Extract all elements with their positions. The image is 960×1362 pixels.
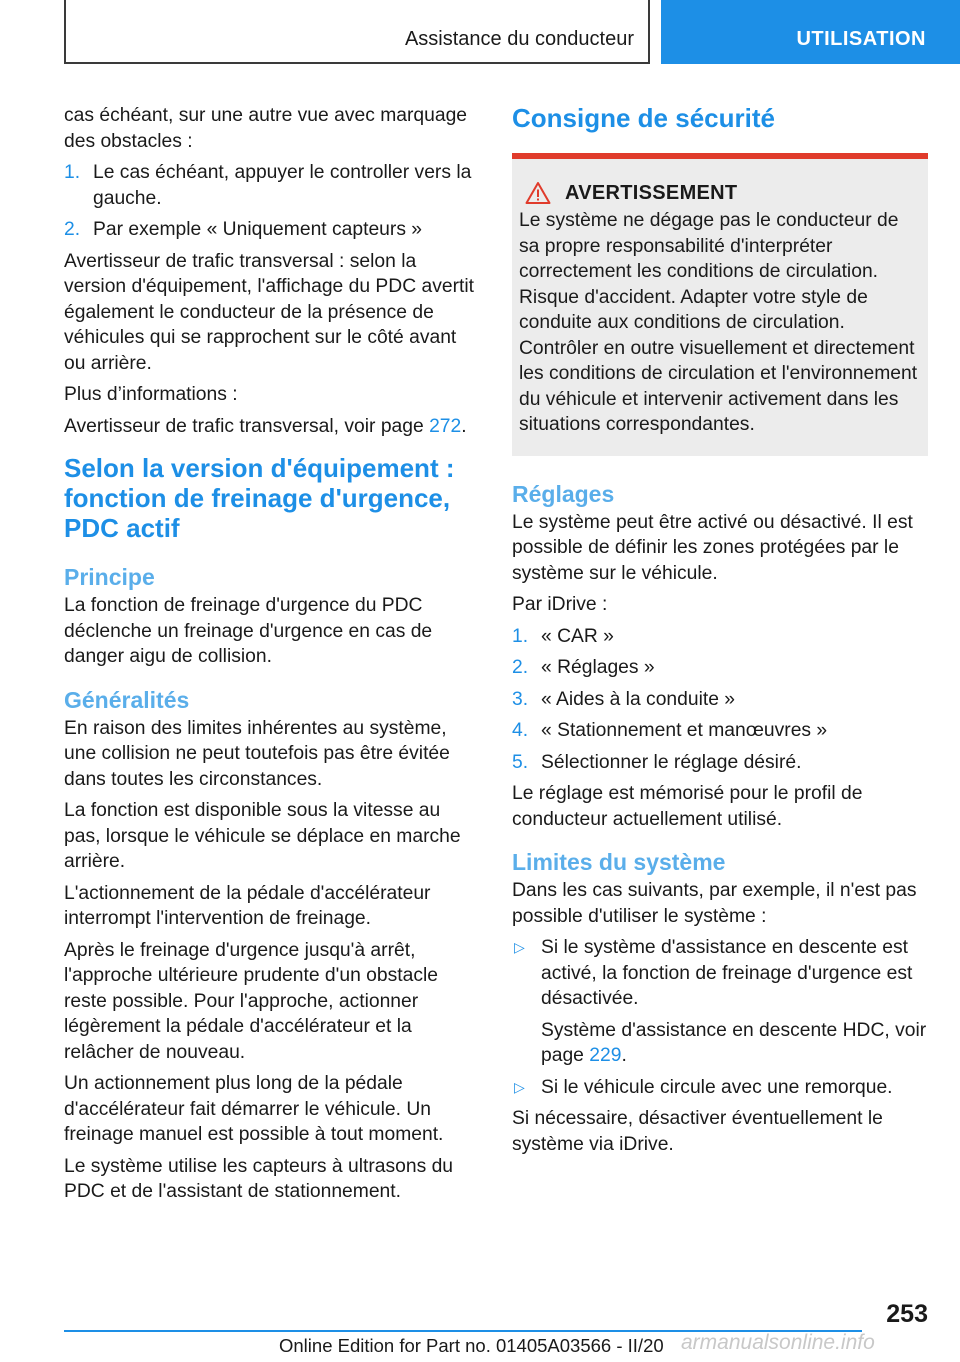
section-tab-label: UTILISATION xyxy=(796,28,926,50)
page-number: 253 xyxy=(886,1300,928,1328)
cross-reference xyxy=(64,414,480,440)
step-text: « Réglages » xyxy=(541,657,655,678)
warning-title: AVERTISSEMENT xyxy=(565,181,738,204)
bullet-triangle-icon: ▷ xyxy=(514,1078,525,1095)
chapter-title: Assistance du conducteur xyxy=(404,28,634,50)
settings-steps-list xyxy=(512,624,928,776)
limits-list-2 xyxy=(512,1075,928,1101)
limits-list xyxy=(512,935,928,1012)
list-item xyxy=(512,1075,928,1101)
watermark: armanualsonline.info xyxy=(681,1331,875,1354)
section-heading: Selon la version d'équipement : fonction de freinage d'urgence, PDC actif xyxy=(64,453,455,543)
general-paragraph: L'actionnement de la pédale d'accélérateur interrompt l'intervention de freinage. xyxy=(64,882,431,929)
bullet-text: Si le véhicule circule avec une remorque. xyxy=(541,1076,893,1098)
footer-edition: Online Edition for Part no. 01405A03566 - II/20 xyxy=(279,1335,664,1356)
step-text: « CAR » xyxy=(541,625,614,647)
step-text: « Aides à la conduite » xyxy=(541,688,736,710)
general-paragraph: Un actionnement plus long de la pédale d'accélérateur fait démarrer le véhicule. Un freinage manuel est possible à tout moment. xyxy=(64,1073,444,1145)
page-header xyxy=(0,0,960,66)
principle-paragraph: La fonction de freinage d'urgence du PDC déclenche un freinage d'urgence en cas de danger aigu de collision. xyxy=(64,595,433,667)
cross-traffic-paragraph: Avertisseur de trafic transversal : selon la version d'équipement, l'affichage du PDC avertit également le conducteur de la présence de véhicules qui se rapprochent sur le côté avant ou arrière. xyxy=(64,250,474,374)
step-text: Le cas échéant, appuyer le controller vers la gauche. xyxy=(93,162,472,209)
step-text: Par exemple « Uniquement capteurs » xyxy=(93,219,423,240)
general-paragraph: Le système utilise les capteurs à ultrasons du PDC et de l'assistant de stationnement. xyxy=(64,1155,454,1202)
list-item xyxy=(512,750,928,776)
list-item xyxy=(512,718,928,744)
limits-intro: Dans les cas suivants, par exemple, il n'est pas possible d'utiliser le système : xyxy=(512,880,917,927)
warning-text: Le système ne dégage pas le conducteur de sa propre responsabilité d'interpréter correctement les conditions de circulation. Risque d'accident. Adapter votre style de conduite aux conditions de circulation. Contrôler en outre visuellement et directement les conditions de circulation et l'environnement du véhicule et intervenir activement dans les situations correspondantes. xyxy=(519,210,918,435)
right-column xyxy=(512,103,928,1163)
settings-heading: Réglages xyxy=(512,480,615,507)
idrive-label: Par iDrive : xyxy=(512,594,608,615)
settings-paragraph: Le système peut être activé ou désactivé. Il est possible de définir les zones protégées par le système sur le véhicule. xyxy=(512,511,913,584)
intro-paragraph: cas échéant, sur une autre vue avec marquage des obstacles : xyxy=(64,105,468,152)
general-paragraph: En raison des limites inhérentes au système, une collision ne peut toutefois pas être évitée dans toutes les circonstances. xyxy=(64,717,450,790)
warning-triangle-icon xyxy=(525,181,551,205)
step-number: 1. xyxy=(512,625,529,647)
limits-outro: Si nécessaire, désactiver éventuellement le système via iDrive. xyxy=(512,1108,883,1155)
step-number: 4. xyxy=(512,720,529,741)
bullet-triangle-icon: ▷ xyxy=(514,939,525,955)
step-number: 2. xyxy=(64,219,81,240)
more-info-label: Plus d’informations : xyxy=(64,384,238,405)
general-paragraph: Après le freinage d'urgence jusqu'à arrêt, l'approche ultérieure prudente d'un obstacle reste possible. Pour l'approche, actionner légèrement la pédale d'accélérateur et la relâcher de nouveau. xyxy=(64,939,438,1063)
hdc-reference xyxy=(512,1018,928,1069)
header-section-tab[interactable] xyxy=(661,0,960,64)
reference-text: Avertisseur de trafic transversal, voir page xyxy=(64,415,430,437)
header-chapter-box xyxy=(64,0,650,64)
principle-heading: Principe xyxy=(64,564,155,590)
warning-header xyxy=(525,181,920,205)
view-steps-list xyxy=(64,160,480,243)
step-number: 3. xyxy=(512,688,529,710)
step-text: « Stationnement et manœuvres » xyxy=(541,720,828,741)
list-item xyxy=(512,655,928,681)
safety-heading: Consigne de sécurité xyxy=(512,103,775,133)
step-number: 1. xyxy=(64,162,81,183)
reference-text: Système d'assistance en descente HDC, voir page xyxy=(541,1019,927,1066)
list-item xyxy=(64,160,480,211)
bullet-text: Si le système d'assistance en descente est activé, la fonction de freinage d'urgence est désactivée. xyxy=(541,937,913,1009)
general-heading: Généralités xyxy=(64,686,190,713)
page-link[interactable]: 272 xyxy=(429,415,462,437)
list-item xyxy=(512,935,928,1012)
step-number: 2. xyxy=(512,657,529,678)
limits-heading: Limites du système xyxy=(512,849,726,875)
step-text: Sélectionner le réglage désiré. xyxy=(541,751,802,773)
left-column xyxy=(64,103,480,1211)
general-paragraph: La fonction est disponible sous la vitesse au pas, lorsque le véhicule se déplace en marche arrière. xyxy=(64,800,461,872)
page-link[interactable]: 229 xyxy=(589,1045,622,1066)
settings-note: Le réglage est mémorisé pour le profil de conducteur actuellement utilisé. xyxy=(512,783,863,830)
list-item xyxy=(512,624,928,650)
step-number: 5. xyxy=(512,751,529,773)
list-item xyxy=(512,687,928,713)
warning-box xyxy=(512,153,928,456)
reference-end: . xyxy=(621,1045,627,1066)
list-item xyxy=(64,217,480,243)
reference-end: . xyxy=(461,415,467,437)
